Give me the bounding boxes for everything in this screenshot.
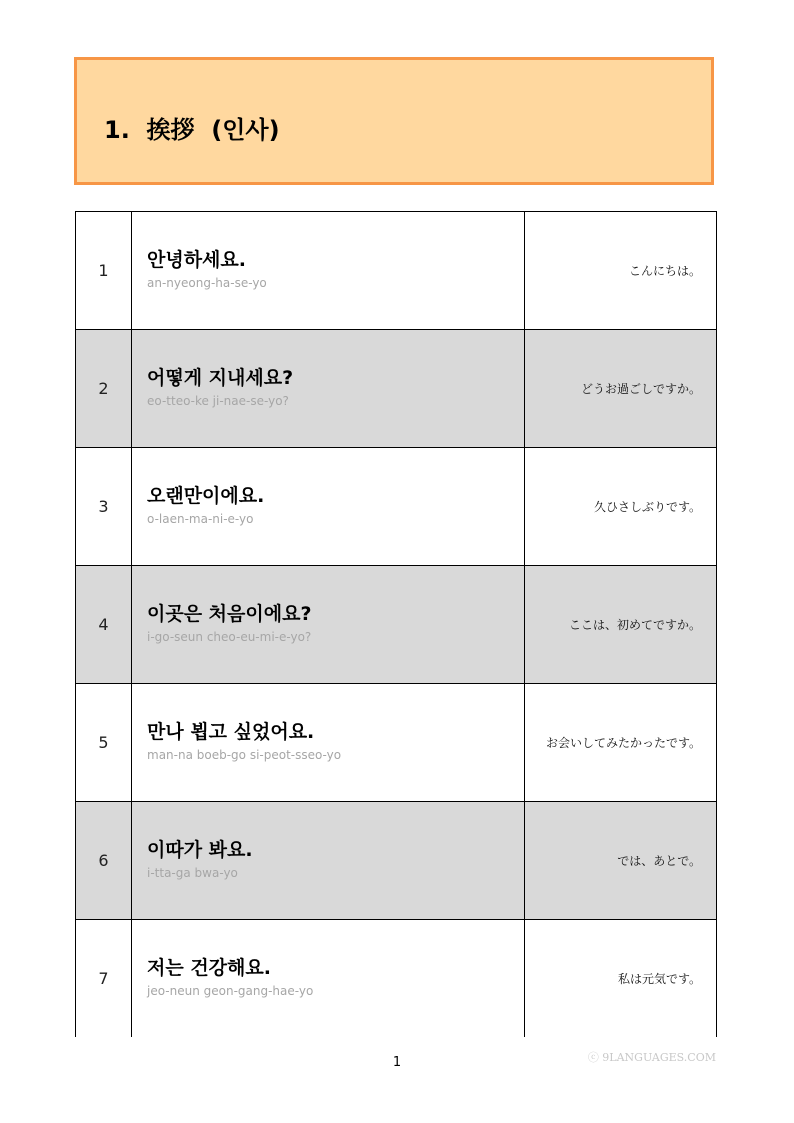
korean-phrase: 이따가 봐요. — [147, 838, 253, 861]
row-number: 3 — [76, 448, 132, 566]
phrase-cell — [132, 330, 525, 448]
title-box — [74, 57, 714, 185]
korean-phrase: 이곳은 처음이에요? — [147, 602, 312, 625]
page-number: 1 — [392, 1055, 402, 1070]
phrase-cell — [132, 920, 525, 1038]
japanese-translation: こんにちは。 — [525, 212, 717, 330]
romanization: eo-tteo-ke ji-nae-se-yo? — [147, 393, 289, 408]
table-row — [76, 330, 717, 448]
japanese-translation: どうお過ごしですか。 — [525, 330, 717, 448]
phrase-cell — [132, 212, 525, 330]
korean-phrase: 안녕하세요. — [147, 248, 246, 271]
japanese-translation: 私は元気です。 — [525, 920, 717, 1038]
table-row — [76, 212, 717, 330]
phrase-cell — [132, 802, 525, 920]
japanese-translation: お会いしてみたかったです。 — [525, 684, 717, 802]
japanese-translation: 久ひさしぶりです。 — [525, 448, 717, 566]
korean-phrase: 어떻게 지내세요? — [147, 366, 294, 389]
table-row — [76, 448, 717, 566]
row-number: 5 — [76, 684, 132, 802]
row-number: 2 — [76, 330, 132, 448]
table-row — [76, 920, 717, 1038]
table-row — [76, 566, 717, 684]
korean-phrase: 오랜만이에요. — [147, 484, 265, 507]
phrase-cell — [132, 566, 525, 684]
phrase-cell — [132, 448, 525, 566]
korean-phrase: 만나 뵙고 싶었어요. — [147, 720, 315, 743]
romanization: an-nyeong-ha-se-yo — [147, 275, 267, 290]
copyright-notice: ⓒ 9LANGUAGES.COM — [587, 1051, 716, 1064]
romanization: jeo-neun geon-gang-hae-yo — [147, 983, 314, 998]
japanese-translation: ここは、初めてですか。 — [525, 566, 717, 684]
romanization: o-laen-ma-ni-e-yo — [147, 511, 254, 526]
phrase-table — [75, 211, 717, 1037]
row-number: 4 — [76, 566, 132, 684]
row-number: 1 — [76, 212, 132, 330]
romanization: man-na boeb-go si-peot-sseo-yo — [147, 747, 342, 762]
japanese-translation: では、あとで。 — [525, 802, 717, 920]
korean-phrase: 저는 건강해요. — [147, 956, 271, 979]
row-number: 6 — [76, 802, 132, 920]
table-row — [76, 684, 717, 802]
romanization: i-tta-ga bwa-yo — [147, 865, 238, 880]
romanization: i-go-seun cheo-eu-mi-e-yo? — [147, 629, 312, 644]
phrase-cell — [132, 684, 525, 802]
row-number: 7 — [76, 920, 132, 1038]
page-title: 1. 挨拶 (인사) — [104, 116, 280, 144]
table-row — [76, 802, 717, 920]
